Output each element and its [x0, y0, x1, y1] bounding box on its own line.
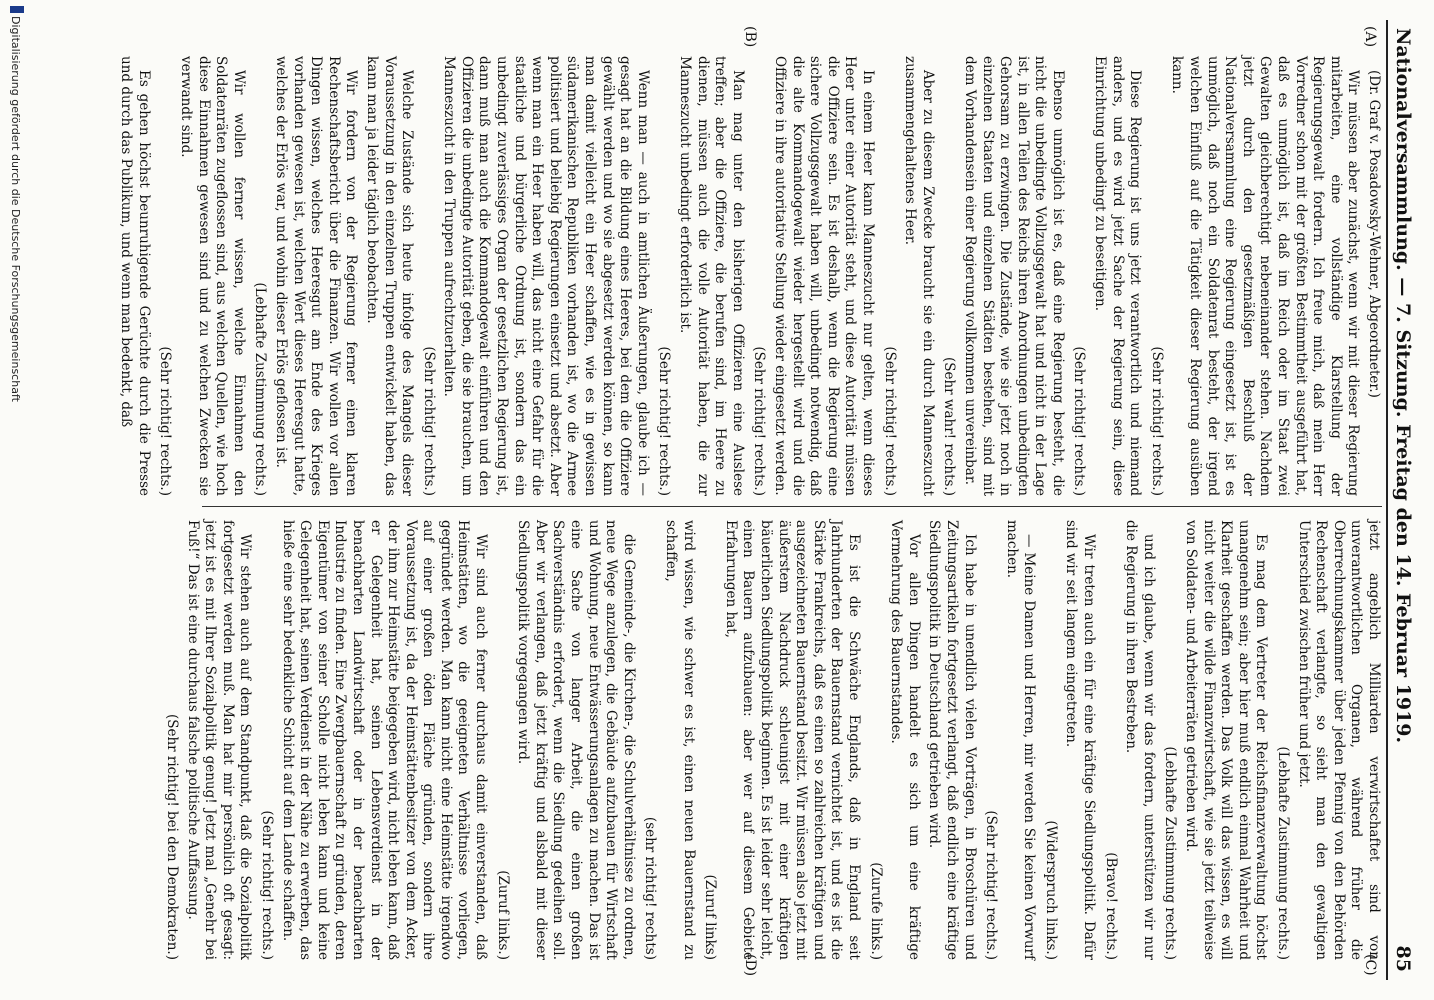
reaction-note: (Sehr richtig! rechts.) [420, 346, 437, 496]
reaction-note: (sehr richtig! rechts) [642, 816, 659, 960]
reaction-note: (Sehr richtig! rechts.) [258, 810, 275, 960]
paragraph: In einem Heer kann Manneszucht nur gelten, wenn dieses Heer unter einer Autorität steht, und diese Autorität müssen die Offiziere sein. Es ist deshalb, wenn die Regierung eine sichere Vollzugsgewalt haben will, unbedingt notwendig, daß die alte Kommandogewalt wieder hergestellt wird und die Offiziere in ihre autoritative Stellung wieder eingesetzt werden. [772, 56, 876, 496]
reaction-note: (Sehr richtig! rechts.) [656, 346, 673, 496]
paragraph: Es gehen höchst beunruhigende Gerüchte durch die Presse und durch das Publikum, und wenn man bedenkt, daß [118, 56, 152, 496]
header-title: Nationalversammlung. — 7. Sitzung. Freitag den 14. Februar 1919. [1392, 28, 1414, 744]
paragraph: Wir wollen ferner wissen, welche Einnahmen den Soldatenräten zugeflossen sind, aus welchen Quellen, wie hoch diese Einnahmen gewesen sind und zu welchen Zwecken sie verwandt sind. [178, 56, 247, 496]
paragraph: Welche Zustände sich heute infolge des Mangels dieser Voraussetzung in den einzelnen Truppen entwickelt haben, das kann man ja leider täglich beobachten. [363, 56, 416, 496]
reaction-note: (Sehr richtig! bei den Demokraten.) [164, 713, 180, 960]
paragraph: Wir stehen auch auf dem Standpunkt, daß die Sozialpolitik fortgesetzt werden muß. Man hat mir persönlich oft gesagt: jetzt ist es mit Ihrer Sozialpolitik genug! Jetzt mal „Genehr bei Fuß!“ Das ist eine durchaus falsche politische Auffassung. [184, 520, 254, 960]
paragraph: Wir sind auch ferner durchaus damit einverstanden, daß Heimstätten, wo die geeigneten Verhältnisse vorliegen, gegründet werden. Man kann nicht eine Heimstätte irgendwo auf einer großen öden Fläche gründen, sondern ihre Voraussetzung ist, da der Heimstättenbesitzer von dem Acker, der ihm zur Heimstätte beigegeben wird, nicht leben kann, daß er Gelegenheit hat, seinen Lebensverdienst in der benachbarten Landwirtschaft oder in der benachbarten Industrie zu finden. Eine Zwergbauernschaft zu gründen, deren Eigentümer von seiner Scholle nicht leben kann und keine Gelegenheit hat, seinen Verdienst in der Nähe zu erwerben, das hieße eine sehr bedenkliche Schicht auf dem Lande schaffen. [279, 520, 490, 960]
paragraph: Es mag dem Vertreter der Reichsfinanzverwaltung höchst unangenehm sein; aber hier muß endlich einmal Wahrheit und Klarheit geschaffen werden. Das Volk will das wissen, es will nicht weiter die wilde Finanzwirtschaft, wie sie jetzt teilweise von Soldaten- und Arbeiterräten getrieben wird. [1183, 520, 1270, 960]
paragraph: die Gemeinde-, die Kirchen-, die Schulverhältnisse zu ordnen, neue Wege anzulegen, die Gebäude aufzubauen für Wirtschaft und Wohnung, neue Entwässerungsanlagen zu machen. Das ist eine Sache von langer Arbeit, die einen großen Sachverständnis erfordert, wenn die Siedlung gedeihen soll. Aber wir verlangen, daß jetzt kräftig und alsbald mit dieser Siedlungspolitik vorgegangen wird. [515, 520, 637, 960]
reaction-note: (Sehr richtig! rechts.) [983, 810, 1000, 960]
speaker-note: (Dr. Graf v. Posadowsky-Wehner, Abgeordneter.) [1366, 70, 1382, 398]
margin-marker-d: (D) [742, 954, 758, 977]
digitization-credit: Digitalisierung gefördert durch die Deutsche Forschungsgemeinschaft [9, 16, 22, 402]
paragraph: wird wissen, wie schwer es ist, einen neuen Bauernstand zu schaffen, [663, 520, 697, 960]
text-column-left [114, 56, 1382, 496]
reaction-note: (Lebhafte Zustimmung rechts.) [1275, 746, 1292, 960]
text-column-right [158, 520, 1382, 960]
paragraph: Es ist die Schwäche Englands, daß in England seit Jahrhunderten der Bauernstand vernichtet ist, und es ist die Stärke Frankreichs, daß es einen so zahlreichen kräftigen und ausgezeichneten Bauernstand besitzt. Wir müssen also jetzt mit äußerstem Nachdruck schleunigst mit einer kräftigen bäuerlichen Siedlungspolitik beginnen. Es ist leider sehr leicht, einen Bauern aufzubauen: aber wer auf diesem Gebiete Erfahrungen hat, [722, 520, 862, 960]
paragraph: Man mag unter den bisherigen Offizieren eine Auslese treffen; aber die Offiziere, die berufen sind, im Heere zu dienen, müssen auch die volle Autorität haben, die zur Manneszucht unbedingt erforderlich ist. [677, 56, 746, 496]
paragraph: jetzt angeblich Milliarden verwirtschaftet sind von unverantwortlichen Organen, während früher die Oberrechnungskammer über jeden Pfennig von den Behörden Rechenschaft verlangte, so sieht man den gewaltigen Unterschied zwischen früher und jetzt. [1295, 520, 1382, 960]
reaction-note: (Sehr richtig! rechts.) [881, 346, 898, 496]
reaction-note: (Sehr richtig! rechts.) [1148, 346, 1165, 496]
column-divider [202, 506, 1382, 507]
reaction-note: (Zuruf links.) [494, 870, 511, 960]
reaction-note: (Lebhafte Zustimmung rechts.) [252, 282, 269, 496]
reaction-note: (Bravo! rechts.) [1102, 852, 1119, 960]
reaction-note: (Zurufe links.) [867, 862, 884, 960]
reaction-note: (Widerspruch links.) [1042, 820, 1059, 960]
paragraph: Wir müssen aber zunächst, wenn wir mit dieser Regierung mitarbeiten, eine vollständige Klarstellung der Regierungsgewalt fordern. Ich freue mich, daß mein Herr Vorredner schon mit der größten Bestimmtheit ausgeführt hat, daß es unmöglich ist, daß im Reich oder im Staat zwei Gewalten gleichberechtigt nebeneinander stehen. Nachdem jetzt durch den gesetzmäßigen Beschluß der Nationalversammlung eine Regierung eingesetzt ist, ist es unmöglich, daß noch ein Soldatenrat besteht, der irgend welchen Einfluß auf die Tätigkeit dieser Regierung ausüben kann. [1169, 56, 1362, 496]
paragraph: Aber zu diesem Zwecke braucht sie ein durch Manneszucht zusammengehaltenes Heer. [902, 56, 936, 496]
paragraph: Ebenso unmöglich ist es, daß eine Regierung besteht, die nicht die unbedingte Vollzugsgewalt hat und nicht in der Lage ist, in allen Teilen des Reichs ihren Anordnungen unbedingten Gehorsam zu erzwingen. Die Zustände, wie sie jetzt noch in einzelnen Staaten und einzelnen Städten bestehen, sind mit dem Vorhandensein einer Regierung vollkommen unvereinbar. [961, 56, 1066, 496]
paragraph: Wir fordern von der Regierung ferner einen klaren Rechenschaftsbericht über die Finanzen. Wir wollen vor allen Dingen wissen, welches Heeresgut am Ende des Krieges vorhanden gewesen ist, welchen Wert dieses Heeresgut hatte, welches der Erlös war, und wohin dieser Erlös geflossen ist. [272, 56, 360, 496]
margin-marker-b: (B) [742, 26, 758, 48]
margin-marker-a: (A) [1362, 26, 1378, 48]
reaction-note: (Sehr richtig! rechts.) [157, 346, 174, 496]
page-number: 85 [1392, 945, 1414, 972]
paragraph: und ich glaube, wenn wir das fordern, unterstützen wir nur die Regierung in ihren Bestreben. [1123, 520, 1157, 960]
dfg-logo-icon [10, 6, 24, 13]
margin-marker-c: (C) [1362, 954, 1378, 976]
page-header [1386, 20, 1416, 980]
paragraph: Vor allen Dingen handelt es sich um eine kräftige Vermehrung des Bauernstandes. [888, 520, 922, 960]
paragraph: — Meine Damen und Herren, mir werden Sie keinen Vorwurf machen. [1003, 520, 1038, 960]
paragraph: Ich habe in unendlich vielen Vorträgen, in Broschüren und Zeitungsartikeln fortgesetzt verlangt, daß endlich eine kräftige Siedlungspolitik in Deutschland getrieben wird. [926, 520, 978, 960]
reaction-note: (Sehr richtig! rechts.) [1071, 346, 1088, 496]
paragraph: Wenn man — auch in amtlichen Äußerungen, glaube ich — gesagt hat an die Bildung eines Heeres, bei dem die Offiziere gewählt werden und wo sie abgesetzt werden können, so kann man damit vielleicht ein Heer schaffen, wie es in gewissen südamerikanischen Republiken vorhanden ist, wo die Armee politisiert und beliebig Regierungen einsetzt und absetzt. Aber wenn man ein Heer haben will, das nicht eine Gefahr für die staatliche und bürgerliche Ordnung ist, sondern das ein unbedingt zuverlässiges Organ der gesetzlichen Regierung ist, dann muß man auch die Kommandogewalt einführen und den Offizieren die unbedingte Autorität geben, die sie brauchen, um Manneszucht in den Truppen aufrechtzuerhalten. [441, 56, 651, 496]
reaction-note: (Lebhafte Zustimmung rechts.) [1162, 746, 1179, 960]
reaction-note: (Sehr richtig! rechts.) [751, 346, 768, 496]
reaction-note: (Sehr wahr! rechts.) [941, 356, 958, 496]
reaction-note: (Zuruf links) [702, 874, 719, 960]
paragraph: Wir treten auch ein für eine kräftige Siedlungspolitik. Dafür sind wir seit langem eingetreten. [1063, 520, 1098, 960]
paragraph: Diese Regierung ist uns jetzt verantwortlich und niemand anders, und es wird jetzt Sache der Regierung sein, diese Einrichtung unbedingt zu beseitigen. [1092, 56, 1144, 496]
